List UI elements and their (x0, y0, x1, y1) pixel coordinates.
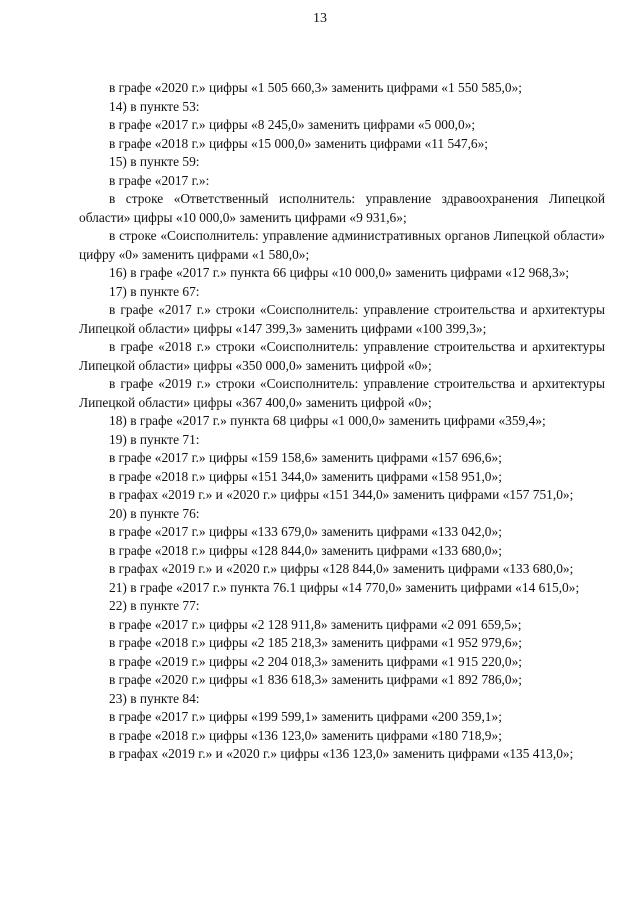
paragraph: 16) в графе «2017 г.» пункта 66 цифры «10 000,0» заменить цифрами «12 968,3»; (109, 265, 570, 280)
paragraph: 17) в пункте 67: (109, 283, 200, 299)
paragraph: в графах «2019 г.» и «2020 г.» цифры «128 844,0» заменить цифрами «133 680,0»; (109, 561, 574, 576)
paragraph: в графе «2020 г.» цифры «1 505 660,3» заменить цифрами «1 550 585,0»; (109, 80, 522, 95)
paragraph: в графе «2017 г.»: (109, 172, 210, 188)
paragraph: 14) в пункте 53: (109, 98, 200, 114)
paragraph: в строке «Ответственный исполнитель: управление здравоохранения Липецкой области» цифры «10 000,0» заменить цифрами «9 931,6»; (79, 191, 605, 225)
page-number: 13 (313, 11, 327, 26)
paragraph: 23) в пункте 84: (109, 690, 200, 706)
paragraph: в графе «2017 г.» цифры «8 245,0» заменить цифрами «5 000,0»; (109, 117, 476, 132)
paragraph: 15) в пункте 59: (109, 154, 200, 169)
document-body (79, 79, 605, 764)
paragraph: в графе «2018 г.» цифры «15 000,0» заменить цифрами «11 547,6»; (109, 135, 489, 151)
paragraph: в графе «2019 г.» цифры «2 204 018,3» заменить цифрами «1 915 220,0»; (109, 653, 522, 669)
paragraph: 18) в графе «2017 г.» пункта 68 цифры «1 000,0» заменить цифрами «359,4»; (109, 413, 546, 428)
paragraph: в графе «2017 г.» цифры «2 128 911,8» заменить цифрами «2 091 659,5»; (109, 616, 522, 632)
paragraph: в графе «2020 г.» цифры «1 836 618,3» заменить цифрами «1 892 786,0»; (109, 672, 522, 687)
paragraph: в графах «2019 г.» и «2020 г.» цифры «136 123,0» заменить цифрами «135 413,0»; (109, 746, 574, 761)
paragraph: в графе «2018 г.» строки «Соисполнитель: управление строительства и архитектуры Липецкой области» цифры «350 000,0» заменить цифрой «0»; (79, 339, 605, 373)
paragraph: 21) в графе «2017 г.» пункта 76.1 цифры «14 770,0» заменить цифрами «14 615,0»; (109, 579, 580, 595)
paragraph: в графах «2019 г.» и «2020 г.» цифры «151 344,0» заменить цифрами «157 751,0»; (109, 487, 574, 502)
paragraph: в графе «2017 г.» строки «Соисполнитель: управление строительства и архитектуры Липецкой области» цифры «147 399,3» заменить цифрами «100 399,3»; (79, 302, 605, 336)
paragraph: в строке «Соисполнитель: управление административных органов Липецкой области» цифру «0» заменить цифрами «1 580,0»; (79, 228, 605, 262)
paragraph: в графе «2018 г.» цифры «2 185 218,3» заменить цифрами «1 952 979,6»; (109, 635, 522, 650)
paragraph: в графе «2017 г.» цифры «199 599,1» заменить цифрами «200 359,1»; (109, 709, 502, 724)
paragraph: 19) в пункте 71: (109, 431, 200, 447)
paragraph: 22) в пункте 77: (109, 598, 200, 613)
paragraph: в графе «2018 г.» цифры «128 844,0» заменить цифрами «133 680,0»; (109, 542, 502, 558)
paragraph: в графе «2018 г.» цифры «136 123,0» заменить цифрами «180 718,9»; (109, 727, 502, 743)
paragraph: 20) в пункте 76: (109, 505, 200, 521)
paragraph: в графе «2017 г.» цифры «159 158,6» заменить цифрами «157 696,6»; (109, 450, 502, 465)
paragraph: в графе «2017 г.» цифры «133 679,0» заменить цифрами «133 042,0»; (109, 524, 502, 539)
paragraph: в графе «2019 г.» строки «Соисполнитель: управление строительства и архитектуры Липецкой области» цифры «367 400,0» заменить цифрой «0»; (79, 376, 605, 410)
paragraph: в графе «2018 г.» цифры «151 344,0» заменить цифрами «158 951,0»; (109, 468, 502, 484)
